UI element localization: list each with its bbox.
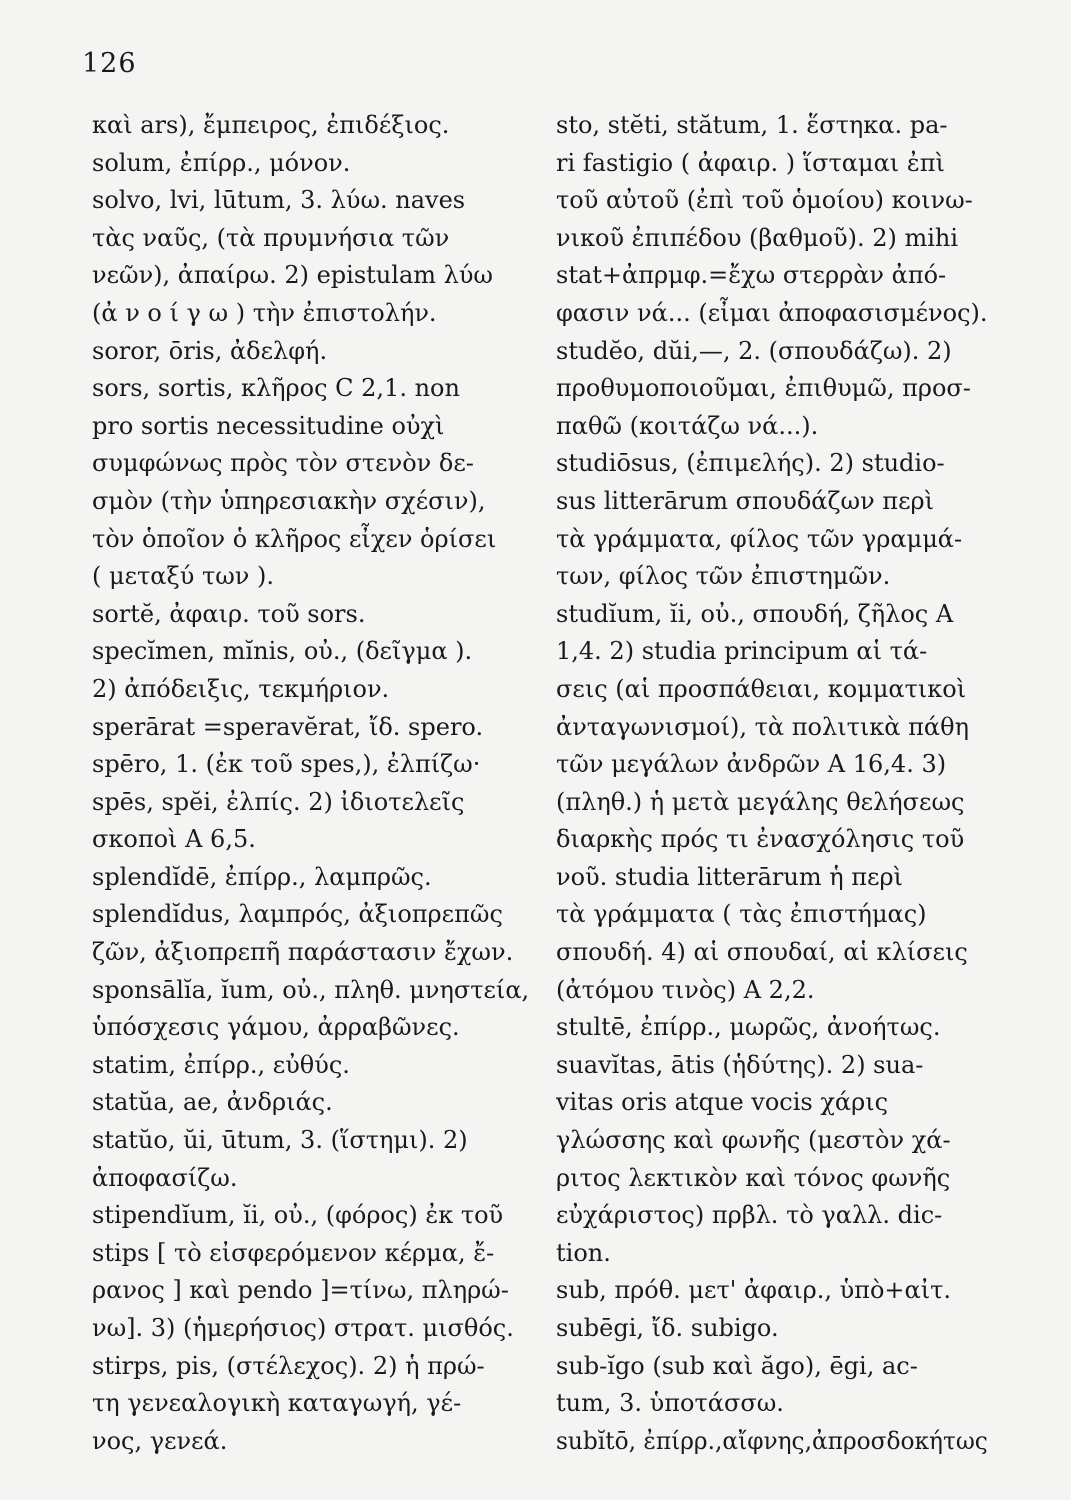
left-column [92, 107, 532, 1460]
page-number: 126 [82, 48, 137, 79]
dictionary-line: σκοποὶ A 6,5. [92, 825, 256, 854]
dictionary-line: tion. [556, 1238, 611, 1267]
dictionary-line: παθῶ (κοιτάζω νά...). [556, 411, 819, 440]
dictionary-line: studĭum, ĭi, οὐ., σπουδή, ζῆλος A [556, 599, 954, 628]
dictionary-line: ἀνταγωνισμοί), τὰ πολιτικὰ πάθη [556, 712, 969, 741]
dictionary-line: sto, stĕti, stătum, 1. ἕστηκα. pa- [556, 111, 948, 139]
dictionary-line: statŭa, ae, ἀνδριάς. [92, 1088, 333, 1117]
dictionary-line: specĭmen, mĭnis, οὐ., (δεῖγμα ). [92, 637, 473, 666]
dictionary-line: spēro, 1. (ἐκ τοῦ spes,), ἐλπίζω· [92, 750, 481, 779]
dictionary-line: τὰ γράμματα, φίλος τῶν γραμμά- [556, 524, 963, 553]
dictionary-line: καὶ ars), ἔμπειρος, ἐπιδέξιος. [92, 111, 450, 139]
dictionary-line: ὑπόσχεσις γάμου, ἀρραβῶνες. [92, 1013, 460, 1042]
dictionary-line: συμφώνως πρὸς τὸν στενὸν δε- [92, 449, 474, 478]
dictionary-line: ρανος ] καὶ pendo ]=τίνω, πληρώ- [92, 1276, 509, 1305]
dictionary-line: τὰς ναῦς, (τὰ πρυμνήσια τῶν [92, 223, 450, 252]
dictionary-line: solum, ἐπίρρ., μόνον. [92, 148, 351, 177]
dictionary-line: statŭo, ŭi, ūtum, 3. (ἵστημι). 2) [92, 1126, 468, 1155]
dictionary-line: splendĭdē, ἐπίρρ., λαμπρῶς. [92, 862, 432, 891]
dictionary-line: sponsālĭa, ĭum, οὐ., πληθ. μνηστεία, [92, 975, 530, 1004]
dictionary-line: διαρκὴς πρός τι ἐνασχόλησις τοῦ [556, 825, 965, 854]
dictionary-line: stirps, pis, (στέλεχος). 2) ἡ πρώ- [92, 1351, 485, 1380]
dictionary-line: sortĕ, ἀφαιρ. τοῦ sors. [92, 599, 366, 628]
dictionary-line: suavĭtas, ātis (ἡδύτης). 2) sua- [556, 1050, 924, 1079]
dictionary-line: εὐχάριστος) πρβλ. τὸ γαλλ. dic- [556, 1201, 943, 1230]
dictionary-line: soror, ōris, ἀδελφή. [92, 336, 328, 365]
dictionary-line: τὸν ὁποῖον ὁ κλῆρος εἶχεν ὁρίσει [92, 524, 497, 553]
dictionary-line: ( μεταξύ των ). [92, 562, 275, 591]
dictionary-line: νος, γενεά. [92, 1426, 228, 1455]
dictionary-line: σπουδή. 4) αἱ σπουδαί, αἱ κλίσεις [556, 938, 968, 967]
dictionary-line: τοῦ αὐτοῦ (ἐπὶ τοῦ ὁμοίου) κοινω- [556, 186, 973, 215]
dictionary-line: σεις (αἱ προσπάθειαι, κομματικοὶ [556, 674, 967, 703]
dictionary-line: stips [ τὸ εἰσφερόμενον κέρμα, ἔ- [92, 1238, 495, 1267]
dictionary-line: φασιν νά... (εἶμαι ἀποφασισμένος). [556, 298, 988, 327]
dictionary-line: 1,4. 2) studia principum αἱ τά- [556, 637, 928, 666]
dictionary-line: studiōsus, (ἐπιμελής). 2) studio- [556, 449, 945, 478]
dictionary-line: subēgi, ἴδ. subigo. [556, 1314, 779, 1342]
dictionary-line: subĭtō, ἐπίρρ.,αἴφνης,ἀπροσδοκήτως [556, 1426, 988, 1455]
dictionary-line: (ἀτόμου τινὸς) A 2,2. [556, 975, 815, 1004]
dictionary-line: vitas oris atque vocis χάρις [556, 1088, 889, 1117]
dictionary-line: pro sortis necessitudine οὐχὶ [92, 411, 445, 440]
dictionary-line: tum, 3. ὑποτάσσω. [556, 1389, 784, 1418]
dictionary-line: σμὸν (τὴν ὑπηρεσιακὴν σχέσιν), [92, 486, 486, 515]
dictionary-line: splendĭdus, λαμπρός, ἀξιοπρεπῶς [92, 900, 503, 929]
dictionary-line: νω]. 3) (ἡμερήσιος) στρατ. μισθός. [92, 1314, 514, 1342]
dictionary-line: νοῦ. studia litterārum ἡ περὶ [556, 862, 903, 891]
dictionary-line: spēs, spĕi, ἐλπίς. 2) ἰδιοτελεῖς [92, 787, 465, 816]
dictionary-line: ri fastigio ( ἀφαιρ. ) ἵσταμαι ἐπὶ [556, 148, 945, 177]
dictionary-line: studĕo, dŭi,—, 2. (σπουδάζω). 2) [556, 336, 952, 365]
dictionary-line: ζῶν, ἀξιοπρεπῆ παράστασιν ἔχων. [92, 938, 514, 967]
dictionary-line: ριτος λεκτικὸν καὶ τόνος φωνῆς [556, 1163, 951, 1192]
dictionary-line: stultē, ἐπίρρ., μωρῶς, ἀνοήτως. [556, 1013, 941, 1042]
right-column [556, 107, 988, 1460]
dictionary-line: τη γενεαλογικὴ καταγωγή, γέ- [92, 1389, 462, 1418]
dictionary-line: sus litterārum σπουδάζων περὶ [556, 486, 935, 515]
dictionary-line: sors, sortis, κλῆρος C 2,1. non [92, 374, 460, 403]
dictionary-line: (ἀ ν ο ί γ ω ) τὴν ἐπιστολήν. [92, 298, 437, 327]
dictionary-line: stat+ἀπρμφ.=ἔχω στερρὰν ἀπό- [556, 261, 947, 290]
dictionary-line: νικοῦ ἐπιπέδου (βαθμοῦ). 2) mihi [556, 223, 959, 252]
dictionary-line: 2) ἀπόδειξις, τεκμήριον. [92, 674, 390, 703]
dictionary-line: sperārat =speravĕrat, ἴδ. spero. [92, 712, 484, 741]
dictionary-line: (πληθ.) ἡ μετὰ μεγάλης θελήσεως [556, 787, 965, 816]
dictionary-line: statim, ἐπίρρ., εὐθύς. [92, 1050, 350, 1079]
dictionary-line: sub-ĭgo (sub καὶ ăgo), ēgi, ac- [556, 1351, 918, 1380]
dictionary-line: προθυμοποιοῦμαι, ἐπιθυμῶ, προσ- [556, 374, 971, 403]
dictionary-line: stipendĭum, ĭi, οὐ., (φόρος) ἐκ τοῦ [92, 1201, 504, 1230]
dictionary-line: των, φίλος τῶν ἐπιστημῶν. [556, 562, 891, 591]
dictionary-line: τῶν μεγάλων ἀνδρῶν A 16,4. 3) [556, 750, 947, 779]
dictionary-line: τὰ γράμματα ( τὰς ἐπιστήμας) [556, 900, 927, 929]
dictionary-line: ἀποφασίζω. [92, 1163, 238, 1192]
dictionary-line: γλώσσης καὶ φωνῆς (μεστὸν χά- [556, 1126, 951, 1155]
dictionary-line: sub, πρόθ. μετ' ἀφαιρ., ὑπὸ+αἰτ. [556, 1276, 952, 1305]
dictionary-line: solvo, lvi, lūtum, 3. λύω. naves [92, 186, 466, 215]
dictionary-line: νεῶν), ἀπαίρω. 2) epistulam λύω [92, 261, 494, 290]
